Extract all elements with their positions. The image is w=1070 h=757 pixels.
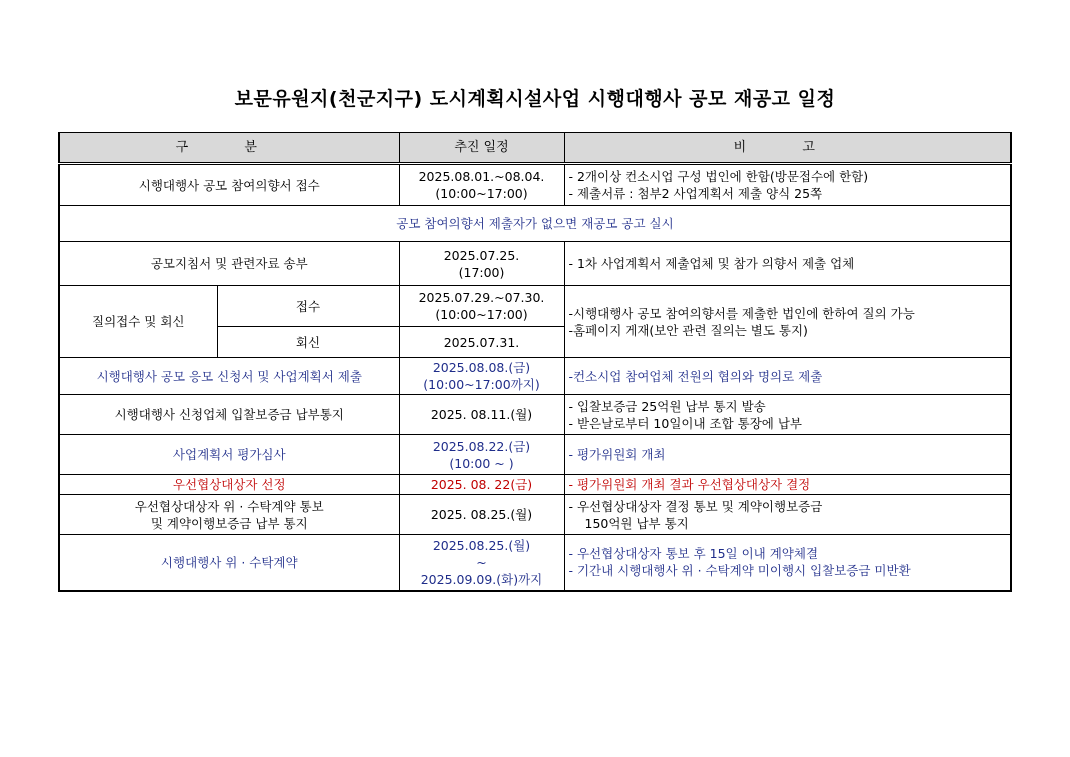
- row-sub-label: 회신: [217, 327, 399, 358]
- row-schedule: 2025.08.08.(금) (10:00~17:00까지): [399, 358, 564, 395]
- row-remarks: - 평가위원회 개최: [564, 435, 1011, 475]
- page-title: 보문유원지(천군지구) 도시계획시설사업 시행대행사 공모 재공고 일정: [234, 88, 836, 110]
- row-schedule: 2025. 08.25.(월): [399, 495, 564, 535]
- table-row: [59, 358, 1011, 395]
- row-schedule: 2025.08.22.(금) (10:00 ~ ): [399, 435, 564, 475]
- row-remarks: - 우선협상대상자 결정 통보 및 계약이행보증금 150억원 납부 통지: [564, 495, 1011, 535]
- header-remarks: 비 고: [564, 133, 1011, 164]
- table-row-notice: [59, 206, 1011, 242]
- header-category: 구 분: [59, 133, 399, 164]
- table-row: [59, 495, 1011, 535]
- table-row: [59, 475, 1011, 495]
- row-remarks: - 우선협상대상자 통보 후 15일 이내 계약체결 - 기간내 시행대행사 위 · 수탁계약 미이행시 입찰보증금 미반환: [564, 535, 1011, 591]
- row-schedule: 2025. 08. 22(금): [399, 475, 564, 495]
- row-schedule: 2025.07.25. (17:00): [399, 242, 564, 286]
- row-remarks: - 평가위원회 개최 결과 우선협상대상자 결정: [564, 475, 1011, 495]
- table-row: [59, 535, 1011, 591]
- row-sub-label: 접수: [217, 286, 399, 327]
- row-category: 사업계획서 평가심사: [59, 435, 399, 475]
- row-schedule: 2025. 08.11.(월): [399, 395, 564, 435]
- table-row: [59, 286, 1011, 327]
- row-category: 시행대행사 공모 응모 신청서 및 사업계획서 제출: [59, 358, 399, 395]
- notice-text: 공모 참여의향서 제출자가 없으면 재공모 공고 실시: [59, 206, 1011, 242]
- row-category: 질의접수 및 회신: [59, 286, 217, 358]
- header-schedule: 추진 일정: [399, 133, 564, 164]
- row-remarks: -컨소시업 참여업체 전원의 협의와 명의로 제출: [564, 358, 1011, 395]
- row-schedule: 2025.08.01.~08.04. (10:00~17:00): [399, 164, 564, 206]
- row-category: 우선협상대상자 선정: [59, 475, 399, 495]
- table-header-row: [59, 133, 1011, 164]
- table-row: [59, 395, 1011, 435]
- row-category: 시행대행사 신청업체 입찰보증금 납부통지: [59, 395, 399, 435]
- table-row: [59, 242, 1011, 286]
- row-remarks: - 1차 사업계획서 제출업체 및 참가 의향서 제출 업체: [564, 242, 1011, 286]
- row-remarks: -시행대행사 공모 참여의향서를 제출한 법인에 한하여 질의 가능 -홈페이지 게재(보안 관련 질의는 별도 통지): [564, 286, 1011, 358]
- row-schedule: 2025.07.29.~07.30. (10:00~17:00): [399, 286, 564, 327]
- row-schedule: 2025.08.25.(월) ~ 2025.09.09.(화)까지: [399, 535, 564, 591]
- row-category: 우선협상대상자 위 · 수탁계약 통보 및 계약이행보증금 납부 통지: [59, 495, 399, 535]
- row-category: 공모지침서 및 관련자료 송부: [59, 242, 399, 286]
- table-row: [59, 164, 1011, 206]
- table-row: [59, 435, 1011, 475]
- schedule-table: [58, 132, 1012, 592]
- row-remarks: - 입찰보증금 25억원 납부 통지 발송 - 받은날로부터 10일이내 조합 통장에 납부: [564, 395, 1011, 435]
- row-category: 시행대행사 위 · 수탁계약: [59, 535, 399, 591]
- row-category: 시행대행사 공모 참여의향서 접수: [59, 164, 399, 206]
- row-schedule: 2025.07.31.: [399, 327, 564, 358]
- row-remarks: - 2개이상 컨소시업 구성 법인에 한함(방문접수에 한함) - 제출서류 : 첨부2 사업계획서 제출 양식 25쪽: [564, 164, 1011, 206]
